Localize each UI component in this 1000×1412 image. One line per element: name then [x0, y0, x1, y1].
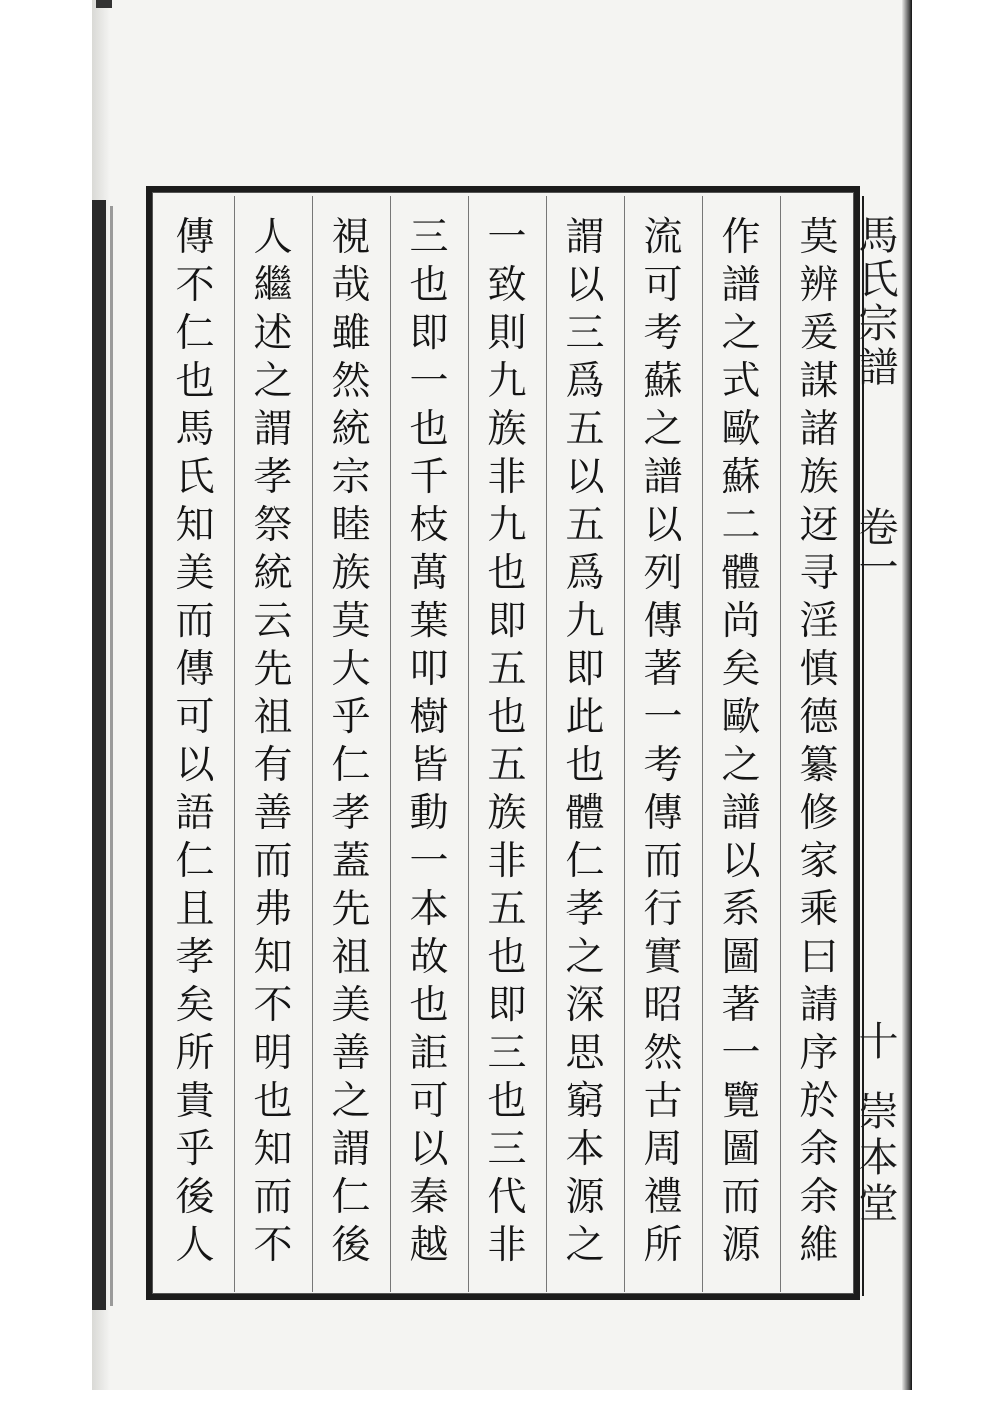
- character: 美: [331, 983, 371, 1028]
- character: 秦: [409, 1175, 449, 1220]
- character: 一: [409, 839, 449, 884]
- character: 仁: [331, 1175, 371, 1220]
- character: 五: [565, 407, 605, 452]
- character: 所: [643, 1223, 683, 1268]
- character: 系: [721, 887, 761, 932]
- character: 古: [643, 1079, 683, 1124]
- character: 族: [331, 551, 371, 596]
- character: 實: [643, 935, 683, 980]
- column-divider: [624, 196, 625, 1292]
- character: 枝: [409, 503, 449, 548]
- character: 以: [565, 263, 605, 308]
- character: 致: [487, 263, 527, 308]
- character: 貴: [175, 1079, 215, 1124]
- character: 代: [487, 1175, 527, 1220]
- hall-name: 崇本堂: [852, 1090, 898, 1228]
- character: 之: [253, 359, 293, 404]
- character: 也: [409, 983, 449, 1028]
- character: 族: [799, 455, 839, 500]
- character: 圖: [721, 935, 761, 980]
- character: 歐: [721, 695, 761, 740]
- character: 後: [331, 1223, 371, 1268]
- character: 明: [253, 1031, 293, 1076]
- character: 孝: [331, 791, 371, 836]
- character: 乎: [175, 1127, 215, 1172]
- character: 以: [409, 1127, 449, 1172]
- character: 人: [175, 1223, 215, 1268]
- character: 祖: [253, 695, 293, 740]
- character: 可: [409, 1079, 449, 1124]
- character: 可: [643, 263, 683, 308]
- character: 纂: [799, 743, 839, 788]
- character: 也: [487, 935, 527, 980]
- character: 維: [799, 1223, 839, 1268]
- character: 譜: [721, 791, 761, 836]
- character: 非: [487, 839, 527, 884]
- character: 弗: [253, 887, 293, 932]
- character: 寻: [799, 551, 839, 596]
- character: 不: [253, 1223, 293, 1268]
- character: 美: [175, 551, 215, 596]
- character: 哉: [331, 263, 371, 308]
- character: 即: [487, 599, 527, 644]
- character: 也: [487, 1079, 527, 1124]
- character: 詎: [409, 1031, 449, 1076]
- character: 而: [721, 1175, 761, 1220]
- character: 統: [331, 407, 371, 452]
- character: 睦: [331, 503, 371, 548]
- character: 昭: [643, 983, 683, 1028]
- text-column-2: [706, 214, 776, 1290]
- character: 千: [409, 455, 449, 500]
- character: 三: [487, 1127, 527, 1172]
- column-divider: [546, 196, 547, 1292]
- text-column-7: [316, 214, 386, 1290]
- character: 爲: [565, 359, 605, 404]
- character: 慎: [799, 647, 839, 692]
- character: 於: [799, 1079, 839, 1124]
- character: 非: [487, 1223, 527, 1268]
- character: 三: [409, 215, 449, 260]
- character: 也: [253, 1079, 293, 1124]
- character: 統: [253, 551, 293, 596]
- column-divider: [702, 196, 703, 1292]
- character: 乎: [331, 695, 371, 740]
- character: 即: [565, 647, 605, 692]
- character: 人: [253, 215, 293, 260]
- character: 本: [409, 887, 449, 932]
- character: 著: [643, 647, 683, 692]
- character: 行: [643, 887, 683, 932]
- character: 九: [565, 599, 605, 644]
- character: 五: [565, 503, 605, 548]
- character: 葉: [409, 599, 449, 644]
- character: 爲: [565, 551, 605, 596]
- character: 修: [799, 791, 839, 836]
- character: 皆: [409, 743, 449, 788]
- character: 列: [643, 551, 683, 596]
- character: 以: [643, 503, 683, 548]
- character: 乘: [799, 887, 839, 932]
- character: 九: [487, 359, 527, 404]
- character: 譜: [721, 263, 761, 308]
- character: 而: [253, 1175, 293, 1220]
- left-border-line: [110, 206, 113, 1306]
- character: 後: [175, 1175, 215, 1220]
- character: 仁: [175, 311, 215, 356]
- character: 之: [721, 311, 761, 356]
- character: 傳: [643, 791, 683, 836]
- text-column-6: [394, 214, 464, 1290]
- character: 祖: [331, 935, 371, 980]
- character: 源: [565, 1175, 605, 1220]
- character: 且: [175, 887, 215, 932]
- character: 圖: [721, 1127, 761, 1172]
- character: 繼: [253, 263, 293, 308]
- character: 仁: [175, 839, 215, 884]
- character: 即: [409, 311, 449, 356]
- character: 作: [721, 215, 761, 260]
- character: 也: [487, 551, 527, 596]
- character: 窮: [565, 1079, 605, 1124]
- page-number: 十: [852, 1020, 898, 1060]
- character: 非: [487, 455, 527, 500]
- character: 孝: [175, 935, 215, 980]
- character: 然: [643, 1031, 683, 1076]
- character: 一: [643, 695, 683, 740]
- character: 善: [253, 791, 293, 836]
- text-column-5: [472, 214, 542, 1290]
- character: 故: [409, 935, 449, 980]
- character: 先: [331, 887, 371, 932]
- binding-mark: [96, 0, 112, 8]
- character: 傳: [643, 599, 683, 644]
- character: 之: [721, 743, 761, 788]
- character: 越: [409, 1223, 449, 1268]
- character: 宗: [331, 455, 371, 500]
- character: 而: [643, 839, 683, 884]
- character: 謀: [799, 359, 839, 404]
- character: 余: [799, 1127, 839, 1172]
- character: 氏: [175, 455, 215, 500]
- character: 莫: [799, 215, 839, 260]
- character: 辨: [799, 263, 839, 308]
- character: 則: [487, 311, 527, 356]
- character: 家: [799, 839, 839, 884]
- left-border-strip: [92, 200, 106, 1310]
- character: 流: [643, 215, 683, 260]
- character: 也: [565, 743, 605, 788]
- character: 之: [643, 407, 683, 452]
- column-divider: [390, 196, 391, 1292]
- character: 爰: [799, 311, 839, 356]
- character: 族: [487, 791, 527, 836]
- character: 淫: [799, 599, 839, 644]
- character: 知: [175, 503, 215, 548]
- character: 善: [331, 1031, 371, 1076]
- character: 也: [409, 407, 449, 452]
- character: 仁: [331, 743, 371, 788]
- character: 源: [721, 1223, 761, 1268]
- character: 體: [721, 551, 761, 596]
- character: 序: [799, 1031, 839, 1076]
- character: 動: [409, 791, 449, 836]
- character: 五: [487, 887, 527, 932]
- character: 仁: [565, 839, 605, 884]
- character: 也: [409, 263, 449, 308]
- text-column-1: [784, 214, 854, 1290]
- character: 一: [409, 359, 449, 404]
- character: 孝: [565, 887, 605, 932]
- character: 九: [487, 503, 527, 548]
- character: 諸: [799, 407, 839, 452]
- character: 族: [487, 407, 527, 452]
- character: 曰: [799, 935, 839, 980]
- character: 先: [253, 647, 293, 692]
- text-column-8: [238, 214, 308, 1290]
- character: 即: [487, 983, 527, 1028]
- character: 二: [721, 503, 761, 548]
- character: 謂: [331, 1127, 371, 1172]
- character: 尚: [721, 599, 761, 644]
- character: 著: [721, 983, 761, 1028]
- character: 考: [643, 743, 683, 788]
- text-column-4: [550, 214, 620, 1290]
- character: 式: [721, 359, 761, 404]
- character: 雖: [331, 311, 371, 356]
- character: 以: [565, 455, 605, 500]
- text-column-3: [628, 214, 698, 1290]
- character: 莫: [331, 599, 371, 644]
- column-divider: [780, 196, 781, 1292]
- character: 深: [565, 983, 605, 1028]
- character: 不: [175, 263, 215, 308]
- character: 大: [331, 647, 371, 692]
- character: 傳: [175, 647, 215, 692]
- column-divider: [234, 196, 235, 1292]
- character: 禮: [643, 1175, 683, 1220]
- character: 可: [175, 695, 215, 740]
- character: 思: [565, 1031, 605, 1076]
- character: 一: [487, 215, 527, 260]
- character: 體: [565, 791, 605, 836]
- character: 傳: [175, 215, 215, 260]
- column-divider: [312, 196, 313, 1292]
- character: 蓋: [331, 839, 371, 884]
- character: 萬: [409, 551, 449, 596]
- character: 余: [799, 1175, 839, 1220]
- character: 不: [253, 983, 293, 1028]
- character: 周: [643, 1127, 683, 1172]
- character: 覽: [721, 1079, 761, 1124]
- character: 迓: [799, 503, 839, 548]
- character: 也: [487, 695, 527, 740]
- character: 以: [175, 743, 215, 788]
- character: 叩: [409, 647, 449, 692]
- character: 知: [253, 935, 293, 980]
- volume-label: 卷一: [852, 506, 898, 586]
- character: 云: [253, 599, 293, 644]
- text-column-9: [160, 214, 230, 1290]
- character: 蘇: [721, 455, 761, 500]
- character: 本: [565, 1127, 605, 1172]
- character: 而: [175, 599, 215, 644]
- character: 祭: [253, 503, 293, 548]
- character: 孝: [253, 455, 293, 500]
- character: 矣: [721, 647, 761, 692]
- character: 五: [487, 743, 527, 788]
- character: 謂: [565, 215, 605, 260]
- character: 有: [253, 743, 293, 788]
- column-divider: [468, 196, 469, 1292]
- character: 蘇: [643, 359, 683, 404]
- character: 語: [175, 791, 215, 836]
- character: 譜: [643, 455, 683, 500]
- character: 三: [565, 311, 605, 356]
- character: 一: [721, 1031, 761, 1076]
- character: 所: [175, 1031, 215, 1076]
- character: 請: [799, 983, 839, 1028]
- character: 視: [331, 215, 371, 260]
- character: 三: [487, 1031, 527, 1076]
- character: 五: [487, 647, 527, 692]
- character: 樹: [409, 695, 449, 740]
- character: 矣: [175, 983, 215, 1028]
- character: 然: [331, 359, 371, 404]
- character: 考: [643, 311, 683, 356]
- character: 知: [253, 1127, 293, 1172]
- character: 謂: [253, 407, 293, 452]
- character: 馬: [175, 407, 215, 452]
- book-title: 馬氏宗譜: [852, 214, 898, 390]
- character: 之: [565, 935, 605, 980]
- character: 此: [565, 695, 605, 740]
- character: 德: [799, 695, 839, 740]
- character: 歐: [721, 407, 761, 452]
- character: 述: [253, 311, 293, 356]
- character: 之: [565, 1223, 605, 1268]
- character: 而: [253, 839, 293, 884]
- character: 以: [721, 839, 761, 884]
- character: 也: [175, 359, 215, 404]
- character: 之: [331, 1079, 371, 1124]
